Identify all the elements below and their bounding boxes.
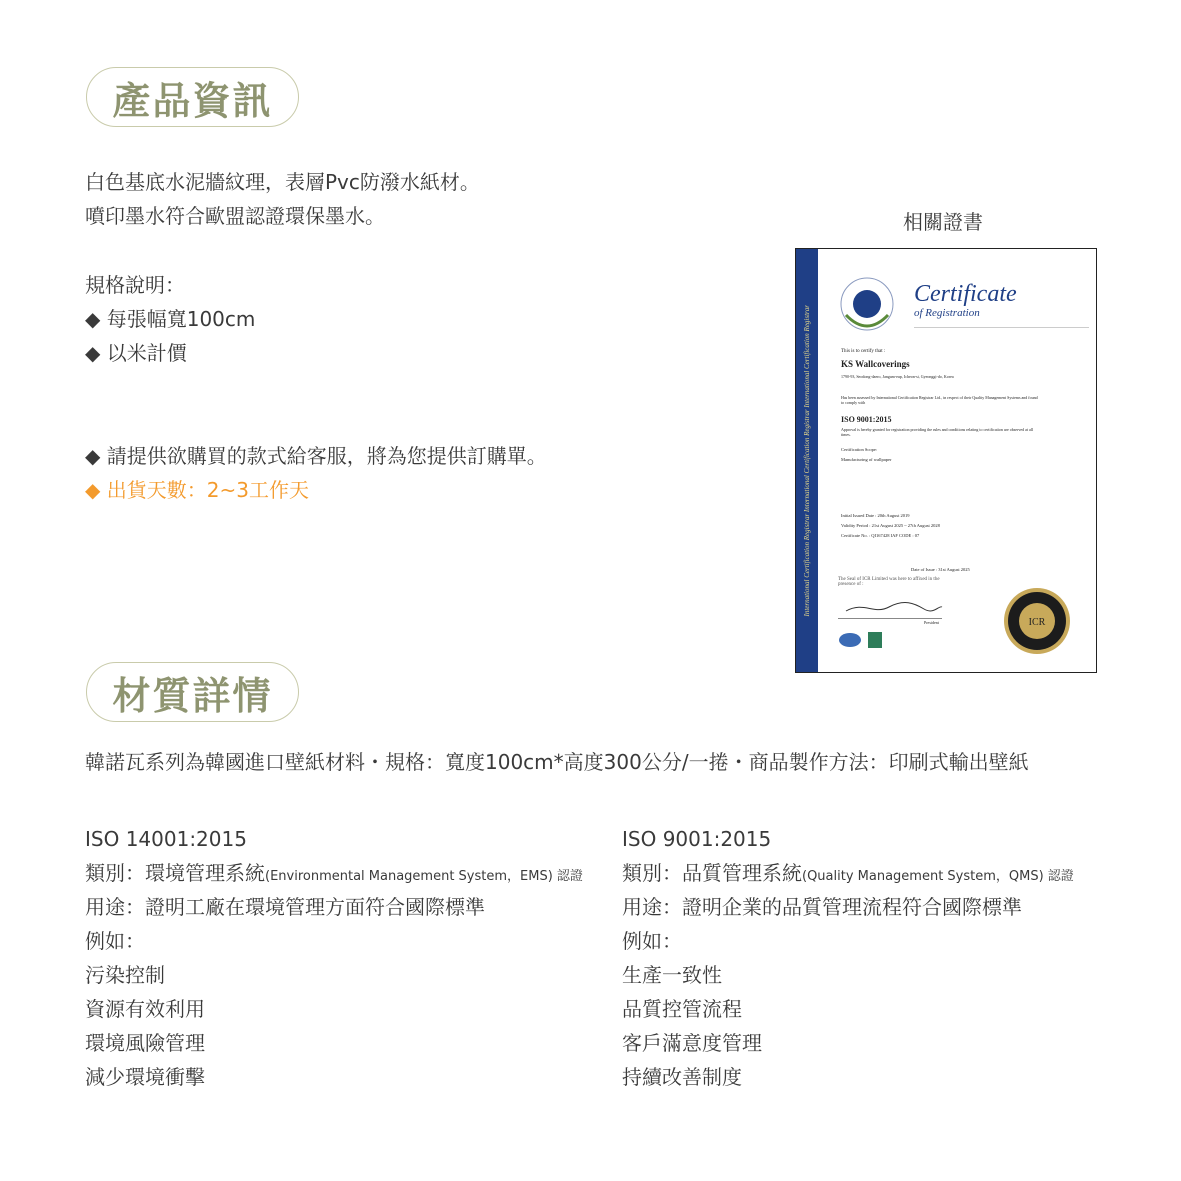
iso9001-category [622,856,1074,894]
cert-text: The Seal of ICR Limited was here to affixed in the presence of : [838,577,940,587]
desc-line: 噴印墨水符合歐盟認證環保墨水。 [85,204,385,228]
order-note: ◆ 請提供欲購買的款式給客服，將為您提供訂購單。 [85,444,547,468]
cert-title: Certificate [914,281,1017,307]
iso14001-category [85,856,583,894]
list-item: 減少環境衝擊 [85,1065,205,1089]
cert-text: 1790-93, Seodong-daero, Jangam-eup, Icheon-si, Gyeonggi-do, Korea [841,374,954,379]
cert-text: Initial Issued Date : 20th August 2019 [841,513,910,518]
svg-text:ICR: ICR [1028,617,1046,628]
list-item: 持續改善制度 [622,1065,742,1089]
cert-text: Approval is hereby granted for registration providing the rules and conditions relating to certification are observed at all times. [841,427,1034,437]
material-desc: 韓諾瓦系列為韓國進口壁紙材料・規格：寬度100cm*高度300公分/一捲・商品製作方法：印刷式輸出壁紙 [85,750,1029,774]
certificate-band [796,249,818,672]
iso14001-use: 用途：證明工廠在環境管理方面符合國際標準 [85,895,485,919]
list-item: 污染控制 [85,963,165,987]
cert-company: KS Wallcoverings [841,359,910,369]
certificate-caption: 相關證書 [903,210,983,234]
iso9001-cat-en: (Quality Management System，QMS) 認證 [802,869,1074,884]
cert-text: Certificate No. : QI167428 IAF CODE : 07 [841,533,920,538]
cert-text: Date of Issue : 31st August 2025 [911,567,970,572]
list-item: 資源有效利用 [85,997,205,1021]
iso14001-cat-en: (Environmental Management System，EMS) 認證 [265,869,583,884]
shipping-note: ◆ 出貨天數：2~3工作天 [85,478,309,502]
cert-text: Validity Period : 21st August 2025 ~ 27th August 2028 [841,523,940,528]
section-title-material: 材質詳情 [86,662,299,722]
desc-line: 白色基底水泥牆紋理，表層Pvc防潑水紙材。 [85,170,480,194]
icr-emblem-icon [838,275,896,333]
cert-text: Has been assessed by International Certification Registrar Ltd., in respect of their Quality Management Systems and found to comply with [841,395,1038,405]
iso14001-cat: 類別：環境管理系統 [85,861,265,885]
cert-subtitle: of Registration [914,307,980,319]
iso9001-cat: 類別：品質管理系統 [622,861,802,885]
iso9001-use: 用途：證明企業的品質管理流程符合國際標準 [622,895,1022,919]
spec-item: ◆ 每張幅寬100cm [85,307,256,331]
iso9001-eg: 例如： [622,929,682,953]
spec-item: ◆ 以米計價 [85,341,187,365]
section-title-product-info: 產品資訊 [86,67,299,127]
iaf-ias-logos-icon [838,631,888,649]
iso9001-title: ISO 9001:2015 [622,827,772,851]
cert-text: Manufacturing of wallpaper [841,457,892,462]
list-item: 品質控管流程 [622,997,742,1021]
list-item: 客戶滿意度管理 [622,1031,762,1055]
cert-text: Certification Scope: [841,447,878,452]
certificate-image [795,248,1097,673]
cert-standard: ISO 9001:2015 [841,415,892,424]
list-item: 生產一致性 [622,963,722,987]
iso14001-eg: 例如： [85,929,145,953]
icr-seal-icon [1003,587,1071,655]
spec-label: 規格說明： [85,273,185,297]
cert-text: This is to certify that : [841,349,886,354]
signature-icon [844,597,944,617]
band-text: International Certification Registrar International Certification Registrar International Certification Registrar [803,304,811,617]
list-item: 環境風險管理 [85,1031,205,1055]
cert-text: President [924,620,939,625]
iso14001-title: ISO 14001:2015 [85,827,247,851]
